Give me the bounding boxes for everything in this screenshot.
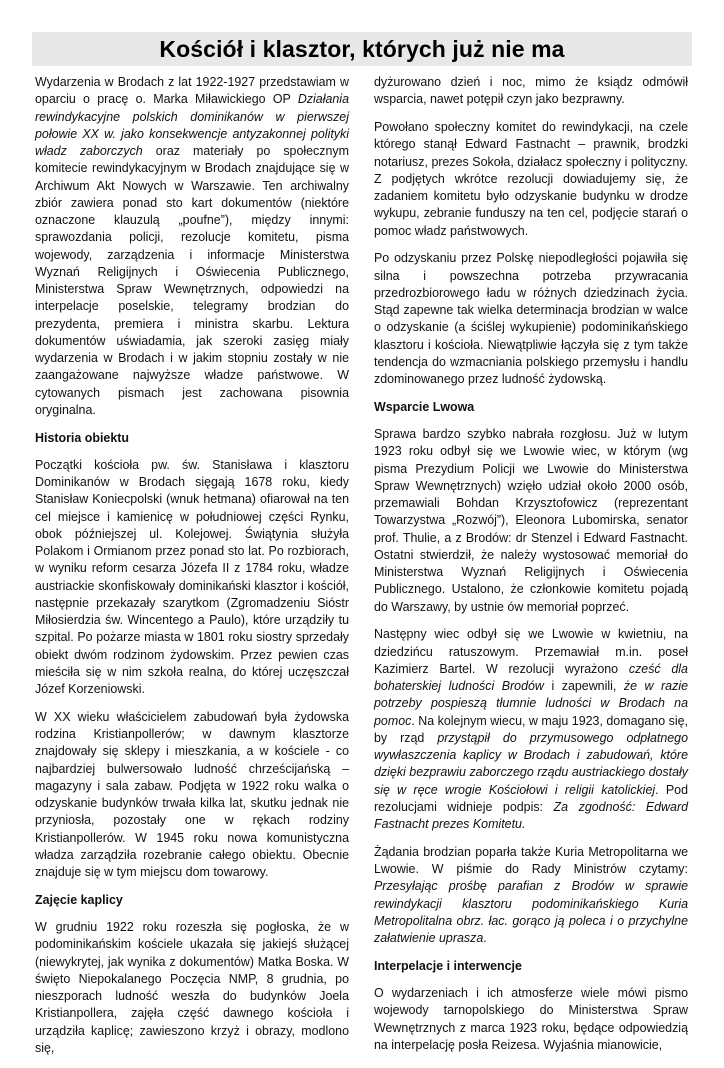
heading-interpelacje: Interpelacje i interwencje (374, 958, 522, 973)
kwiecien-text-1: Następny wiec odbył się we Lwowie w kwietniu, na dziedzińcu ratuszowym. Przemawiał m.in. poseł Kazimierz Bartel. W rezolucji wyrażono (374, 627, 688, 676)
komitet-paragraph: Powołano społeczny komitet do rewindykacji, na czele którego stanął Edward Fastnacht – prawnik, brodzki notariusz, prezes Sokoła, działacz społeczny i polityczny. Z podjętych wkrótce rezolucji dowiadujemy się, że zadaniem komitetu było odzyskanie budynku w drodze wykupu, zebranie funduszy na ten cel, podjęcie starań o pomoc władz państwowych. (374, 120, 688, 238)
kwiecien-quote-3: przystąpił do przymusowego odpłatnego wywłaszczenia kaplicy w Brodach i zabudowań, które dzięki bezprawiu zaborczego rządu austriackiego dostały się w ręce wrogie Kościołowi i religii katolickiej (374, 730, 688, 797)
kwiecien-text-4: . Pod rezolucjami widnieje podpis: (374, 782, 688, 814)
intro-text-1: Wydarzenia w Brodach z lat 1922-1927 przedstawiam w oparciu o pracę o. Marka Miławickiego OP (35, 75, 349, 107)
title-bar (32, 32, 692, 66)
kwiecien-quote-2: że w razie potrzeby pospieszą tłumnie ludności w Brodach na pomoc (374, 679, 688, 728)
kwiecien-text-2: i zapewnili, (543, 679, 624, 693)
intro-citation: Działania rewindykacyjne polskich dominikanów w pierwszej połowie XX w. jako konsekwencje antyzakonnej polityki władz zaborczych (35, 92, 349, 158)
kwiecien-signature: Za zgodność: Edward Fastnacht prezes Komitetu. (374, 799, 688, 831)
interpelacje-paragraph: O wydarzeniach i ich atmosferze wiele mówi pismo wojewody tarnopolskiego do Ministerstwa Spraw Wewnętrznych z marca 1923 roku, będące odpowiedzią na interpelację posła Reizesa. Wyjaśnia mianowicie, (374, 986, 688, 1052)
left-column (35, 74, 349, 1068)
kuria-quote: Przesyłając prośbę parafian z Brodów w sprawie rewindykacji klasztoru podominikańskiego Kuria Metropolitalna obrz. łac. gorąco ją poleca i o przychylne załatwienie uprasza (374, 879, 688, 945)
historia-paragraph: Początki kościoła pw. św. Stanisława i klasztoru Dominikanów w Brodach sięgają 1678 roku, kiedy Stanisław Koniecpolski (wnuk hetmana) ofiarował na ten cel miejsce i kamienicę w południowej części Rynku, obok późniejszej ul. Kolejowej. Świątynia służyła Polakom i Ormianom przez ponad sto lat. Po rozbiorach, w wyniku reform cesarza Józefa II z 1784 roku, władze austriackie skonfiskowały dominikański klasztor i kościół, następnie przekazały szarytkom (Zgromadzeniu Sióstr Miłosierdzia św. Wincentego a Paulo), które urządziły tu szpital. Po pożarze miasta w 1801 roku siostry sprzedały obiekt dwóm rodzinom żydowskim. Przez pewien czas mieściła się w nim szkoła realna, do której uczęszczał Józef Korzeniowski. (35, 457, 349, 696)
continuation-paragraph: dyżurowano dzień i noc, mimo że ksiądz odmówił wsparcia, nawet potępił czyn jako bezprawny. (374, 75, 688, 107)
kwiecien-quote-1: cześć dla bohaterskiej ludności Brodów (374, 661, 688, 693)
heading-wsparcie: Wsparcie Lwowa (374, 399, 475, 414)
kuria-text-1: Żądania brodzian poparła także Kuria Metropolitarna we Lwowie. W piśmie do Rady Ministrów czytamy: (374, 844, 688, 876)
right-column (374, 74, 688, 1065)
intro-text-2: oraz materiały po społecznym komitecie rewindykacyjnym w Brodach znajdujące się w Archiwum Akt Nowych w Warszawie. Ten archiwalny zbiór zawiera ponad sto kart dokumentów (niektóre oznaczone klauzulą „poufne”), między innymi: sprawozdania policji, rezolucje komitetu, pisma wojewody, zarządzenia i informacje Ministerstwa Wyznań Religijnych i Oświecenia Publicznego, Ministerstwa Spraw Wewnętrznych, odpowiedzi na interpelacje poselskie, telegramy brodzian do prezydenta, premiera i ministra skarbu. Lektura dokumentów uświadamia, jak szeroki zasięg miały wydarzenia w Brodach i w jakim stopniu zostały w nie zaangażowane najwyższe władze państwowe. W cytowanych pismach jest zachowana pisownia oryginalna. (35, 144, 349, 417)
kuria-paragraph (374, 844, 688, 948)
page-title: Kościół i klasztor, których już nie ma (159, 35, 565, 62)
kwiecien-text-3: . Na kolejnym wiecu, w maju 1923, domagano się, by rząd (374, 713, 688, 745)
wiec-kwiecien-paragraph (374, 626, 688, 833)
niepodleglosc-paragraph: Po odzyskaniu przez Polskę niepodległości pojawiła się silna i powszechna potrzeba przywracania przedrozbiorowego ładu w różnych dziedzinach życia. Stąd zapewne tak wielka determinacja brodzian w walce o odzyskanie (a ściślej wykupienie) podominikańskiego klasztoru i kościoła. Niewątpliwie łączyła się z tym także tendencja do wzmacniania polskiego przemysłu i handlu zdominowanego przez ludność żydowską. (374, 251, 688, 386)
intro-paragraph (35, 74, 349, 419)
xx-wiek-paragraph: W XX wieku właścicielem zabudowań była żydowska rodzina Kristianpollerów; w dawnym klasztorze znajdowały się sklepy i mieszkania, a w kościele - co najbardziej bulwersowało ludność chrześcijańską – magazyny i sala zabaw. Podjęta w 1922 roku walka o odzyskanie budynków trwała kilka lat, skutku jednak nie przyniosła, pozostały one w rękach rodziny Kristianpollerów. W 1945 roku nowa komunistyczna władza zarządziła rozebranie całego obiektu. Obecnie znajduje się w tym miejscu dom towarowy. (35, 709, 349, 879)
zajecie-paragraph: W grudniu 1922 roku rozeszła się pogłoska, że w podominikańskim kościele ukazała się jakiejś służącej (niewykrytej, jak wynika z dokumentów) Matka Boska. W święto Niepokalanego Poczęcia NMP, 8 grudnia, po nieszporach ludność weszła do budynków Joela Kristianpollera, zajęła część dawnego kościoła i urządziła kaplicę; zawieszono krzyż i obrazy, modlono się, (35, 920, 349, 1055)
heading-zajecie: Zajęcie kaplicy (35, 892, 123, 907)
wiec-luty-paragraph: Sprawa bardzo szybko nabrała rozgłosu. Już w lutym 1923 roku odbył się we Lwowie wiec, w którym (wg pisma Prezydium Policji we Lwowie do Ministerstwa Spraw Wewnętrznych) wzięło udział około 2000 osób, przemawiali Bohdan Krzysztofowicz (reprezentant Towarzystwa „Rozwój”), Eleonora Lubomirska, senator prof. Thulie, a z Brodów: dr Stenzel i Edward Fastnacht. Ostatni stwierdził, że należy wystosować memoriał do Ministerstwa Wyznań Religijnych i Oświecenia Publicznego. Ustalono, że członkowie komitetu pojadą do Warszawy, by ustnie ów memoriał poprzeć. (374, 427, 688, 614)
heading-historia: Historia obiektu (35, 430, 129, 445)
kuria-text-2: . (483, 931, 487, 945)
